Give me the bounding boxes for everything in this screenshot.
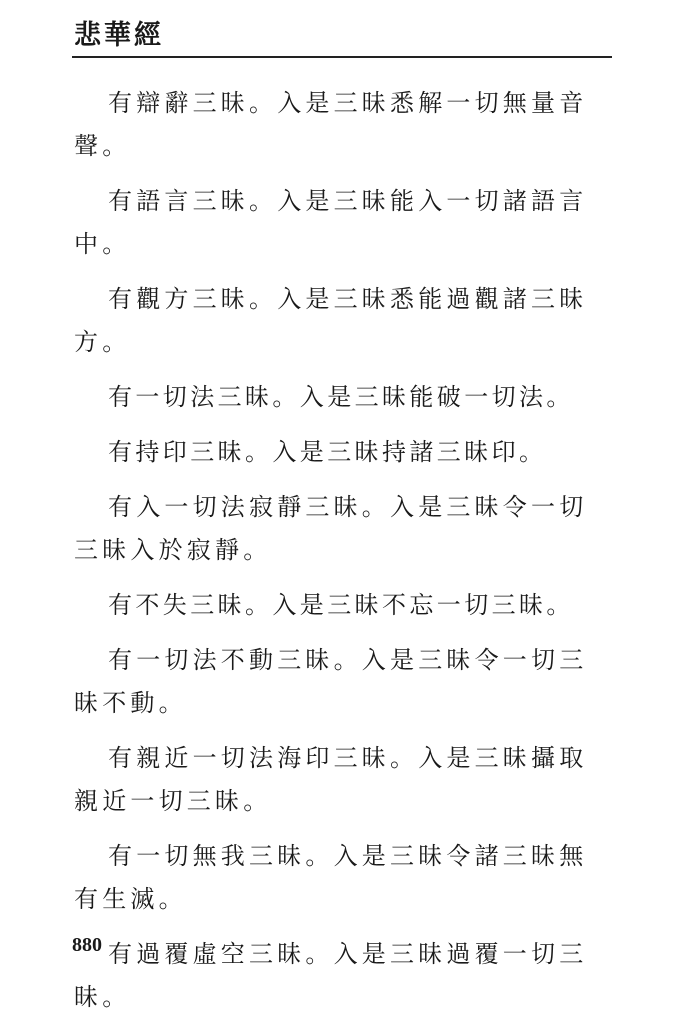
page-number: 880 bbox=[72, 934, 102, 956]
paragraph: 有一切法三昧。入是三昧能破一切法。 bbox=[108, 383, 574, 411]
paragraph: 有語言三昧。入是三昧能入一切諸語言中。 bbox=[74, 187, 588, 258]
paragraph: 有過覆虛空三昧。入是三昧過覆一切三昧。 bbox=[74, 940, 588, 1011]
paragraph: 有持印三昧。入是三昧持諸三昧印。 bbox=[108, 438, 547, 466]
paragraph: 有一切無我三昧。入是三昧令諸三昧無有生滅。 bbox=[74, 842, 588, 913]
paragraph: 有辯辭三昧。入是三昧悉解一切無量音聲。 bbox=[74, 89, 588, 160]
paragraph: 有一切法不動三昧。入是三昧令一切三昧不動。 bbox=[74, 646, 588, 717]
scripture-body bbox=[74, 82, 612, 1031]
page-header-title: 悲華經 bbox=[74, 20, 164, 51]
header-divider bbox=[72, 56, 612, 58]
paragraph: 有入一切法寂靜三昧。入是三昧令一切三昧入於寂靜。 bbox=[74, 493, 588, 564]
paragraph: 有不失三昧。入是三昧不忘一切三昧。 bbox=[108, 591, 574, 619]
paragraph: 有親近一切法海印三昧。入是三昧攝取親近一切三昧。 bbox=[74, 744, 588, 815]
paragraph: 有觀方三昧。入是三昧悉能過觀諸三昧方。 bbox=[74, 285, 588, 356]
